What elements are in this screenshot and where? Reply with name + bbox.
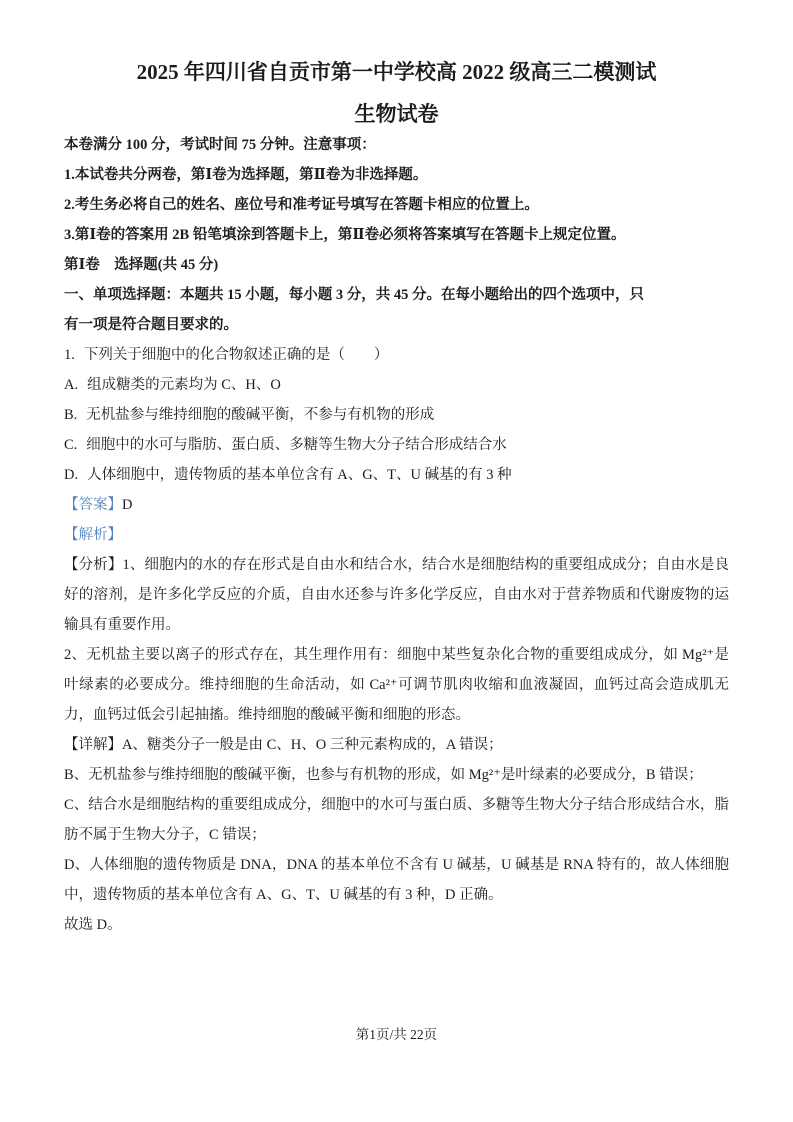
section-intro-line-2: 有一项是符合题目要求的。 [64, 317, 238, 333]
section-intro-line-1: 一、单项选择题：本题共 15 小题，每小题 3 分，共 45 分。在每小题给出的四个选项中，只 [64, 287, 644, 303]
notice-summary: 本卷满分 100 分，考试时间 75 分钟。注意事项： [64, 137, 376, 153]
explanation-line [64, 520, 729, 550]
option-text-a: 组成糖类的元素均为 C、H、O [87, 377, 281, 393]
section-heading: 第Ⅰ卷 选择题(共 45 分) [64, 257, 219, 273]
option-label-d: D. [64, 467, 79, 483]
option-text-b: 无机盐参与维持细胞的酸碱平衡，不参与有机物的形成 [86, 407, 435, 423]
option-row-d [64, 460, 729, 490]
question-stem [64, 340, 729, 370]
detail-paragraph-a [64, 730, 729, 760]
detail-label: 【详解】 [64, 737, 122, 753]
analysis-text-1: 1、细胞内的水的存在形式是自由水和结合水，结合水是细胞结构的重要组成成分；自由水是良好的溶剂，是许多化学反应的介质，自由水还参与许多化学反应，自由水对于营养物质和代谢废物的运输具有重要作用。 [64, 557, 729, 633]
notice-item-3: 3.第Ⅰ卷的答案用 2B 铅笔填涂到答题卡上，第Ⅱ卷必须将答案填写在答题卡上规定位置。 [64, 227, 626, 243]
answer-label: 【答案】 [64, 497, 122, 513]
option-text-c: 细胞中的水可与脂肪、蛋白质、多糖等生物大分子结合形成结合水 [86, 437, 507, 453]
option-text-d: 人体细胞中，遗传物质的基本单位含有 A、G、T、U 碱基的有 3 种 [87, 467, 512, 483]
conclusion-line: 故选 D。 [64, 917, 122, 933]
option-row-b [64, 400, 729, 430]
detail-paragraph-d: D、人体细胞的遗传物质是 DNA，DNA 的基本单位不含有 U 碱基，U 碱基是 RNA 特有的，故人体细胞中，遗传物质的基本单位含有 A、G、T、U 碱基的有 3 种，D 正确。 [64, 857, 729, 903]
doc-title: 2025 年四川省自贡市第一中学校高 2022 级高三二模测试 [136, 60, 657, 84]
explanation-label: 【解析】 [64, 527, 122, 543]
option-label-b: B. [64, 407, 78, 423]
doc-subtitle: 生物试卷 [354, 102, 439, 126]
detail-text-a: A、糖类分子一般是由 C、H、O 三种元素构成的，A 错误； [122, 737, 503, 753]
detail-paragraph-b: B、无机盐参与维持细胞的酸碱平衡，也参与有机物的形成，如 Mg²⁺是叶绿素的必要成分，B 错误； [64, 767, 703, 783]
option-row-a [64, 370, 729, 400]
analysis-label: 【分析】 [64, 557, 123, 573]
notice-item-2: 2.考生务必将自己的姓名、座位号和准考证号填写在答题卡相应的位置上。 [64, 197, 539, 213]
detail-paragraph-c: C、结合水是细胞结构的重要组成成分，细胞中的水可与蛋白质、多糖等生物大分子结合形成结合水，脂肪不属于生物大分子，C 错误； [64, 797, 729, 843]
notice-item-1: 1.本试卷共分两卷，第Ⅰ卷为选择题，第Ⅱ卷为非选择题。 [64, 167, 428, 183]
page-footer: 第1页/共 22页 [355, 1027, 438, 1042]
question-stem-text: 下列关于细胞中的化合物叙述正确的是（ ） [83, 347, 389, 363]
option-label-a: A. [64, 377, 79, 393]
analysis-paragraph-1 [64, 550, 729, 640]
option-row-c [64, 430, 729, 460]
question-number: 1. [64, 347, 75, 363]
answer-line [64, 490, 729, 520]
analysis-paragraph-2: 2、无机盐主要以离子的形式存在，其生理作用有：细胞中某些复杂化合物的重要组成成分，如 Mg²⁺是叶绿素的必要成分。维持细胞的生命活动，如 Ca²⁺可调节肌肉收缩和血液凝固，血钙过高会造成肌无力，血钙过低会引起抽搐。维持细胞的酸碱平衡和细胞的形态。 [64, 647, 729, 723]
option-label-c: C. [64, 437, 78, 453]
answer-value: D [122, 497, 133, 513]
